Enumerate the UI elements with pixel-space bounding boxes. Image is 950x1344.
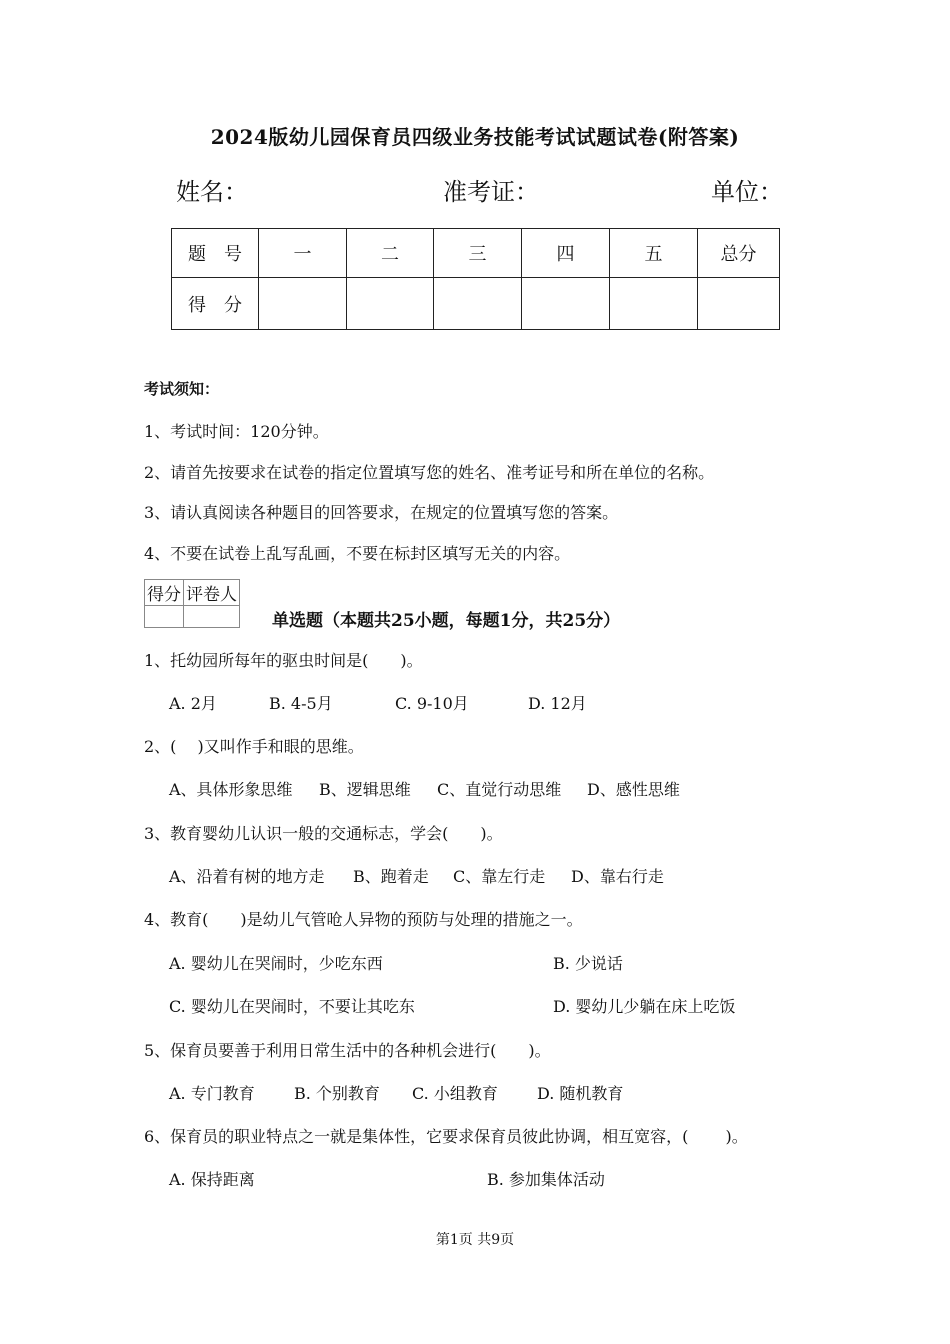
grader-name-label: 评卷人 (184, 580, 240, 606)
score-table (171, 228, 780, 330)
score-table-cell: 四 (522, 229, 610, 278)
option-label: C、靠左行走 (453, 867, 546, 886)
notice-item: 2、请首先按要求在试卷的指定位置填写您的姓名、准考证号和所在单位的名称。 (144, 463, 715, 482)
option-label: A. 2月 (169, 694, 217, 713)
score-input-cell[interactable] (698, 278, 780, 330)
option-label: A、具体形象思维 (169, 780, 293, 799)
score-input-cell[interactable] (347, 278, 434, 330)
score-table-cell: 一 (259, 229, 347, 278)
option-label: B. 个别教育 (294, 1084, 380, 1103)
question-stem: 1、托幼园所每年的驱虫时间是( )。 (144, 651, 423, 670)
question-stem: 2、( )又叫作手和眼的思维。 (144, 737, 364, 756)
score-table-score-row (172, 278, 780, 330)
exam-id-field-label: 准考证： (443, 178, 539, 206)
option-label: C. 婴幼儿在哭闹时，不要让其吃东 (169, 997, 415, 1016)
option-label: B、逻辑思维 (319, 780, 411, 799)
option-label: D. 随机教育 (537, 1084, 624, 1103)
score-input-cell[interactable] (259, 278, 347, 330)
score-input-cell[interactable] (434, 278, 522, 330)
exam-title: 2024版幼儿园保育员四级业务技能考试试题试卷(附答案) (210, 125, 740, 149)
score-table-cell: 二 (347, 229, 434, 278)
score-input-cell[interactable] (610, 278, 698, 330)
grader-score-label: 得分 (145, 580, 184, 606)
option-label: D. 婴幼儿少躺在床上吃饭 (553, 997, 736, 1016)
score-table-cell: 三 (434, 229, 522, 278)
option-label: A. 保持距离 (169, 1170, 255, 1189)
question-stem: 4、教育( )是幼儿气管呛人异物的预防与处理的措施之一。 (144, 910, 583, 929)
question-stem: 6、保育员的职业特点之一就是集体性，它要求保育员彼此协调，相互宽容，( )。 (144, 1127, 748, 1146)
question-stem: 5、保育员要善于利用日常生活中的各种机会进行( )。 (144, 1041, 551, 1060)
score-table-cell: 五 (610, 229, 698, 278)
name-field-label: 姓名： (176, 178, 248, 206)
score-table-cell: 得 分 (172, 278, 259, 330)
option-label: C. 9-10月 (395, 694, 469, 713)
option-label: B. 参加集体活动 (487, 1170, 605, 1189)
score-input-cell[interactable] (522, 278, 610, 330)
option-label: C. 小组教育 (412, 1084, 498, 1103)
notice-item: 4、不要在试卷上乱写乱画，不要在标封区填写无关的内容。 (144, 544, 571, 563)
option-label: A. 婴幼儿在哭闹时，少吃东西 (169, 954, 383, 973)
option-label: A、沿着有树的地方走 (169, 867, 325, 886)
option-label: C、直觉行动思维 (437, 780, 562, 799)
unit-field-label: 单位： (711, 178, 783, 206)
option-label: A. 专门教育 (169, 1084, 255, 1103)
option-label: B. 4-5月 (269, 694, 333, 713)
option-label: D、靠右行走 (571, 867, 664, 886)
notice-heading: 考试须知： (144, 380, 220, 398)
score-table-header-row (172, 229, 780, 278)
section-title: 单选题（本题共25小题，每题1分，共25分） (272, 611, 621, 631)
page-footer: 第1页 共9页 (435, 1232, 515, 1248)
option-label: D. 12月 (528, 694, 587, 713)
option-label: B. 少说话 (553, 954, 623, 973)
score-table-cell: 题 号 (172, 229, 259, 278)
question-stem: 3、教育婴幼儿认识一般的交通标志，学会( )。 (144, 824, 503, 843)
notice-item: 1、考试时间：120分钟。 (144, 422, 329, 441)
score-table-cell: 总分 (698, 229, 780, 278)
grader-name-cell[interactable] (184, 606, 240, 628)
grader-box (144, 579, 240, 628)
option-label: B、跑着走 (353, 867, 429, 886)
grader-score-cell[interactable] (145, 606, 184, 628)
notice-item: 3、请认真阅读各种题目的回答要求，在规定的位置填写您的答案。 (144, 503, 619, 522)
option-label: D、感性思维 (587, 780, 680, 799)
